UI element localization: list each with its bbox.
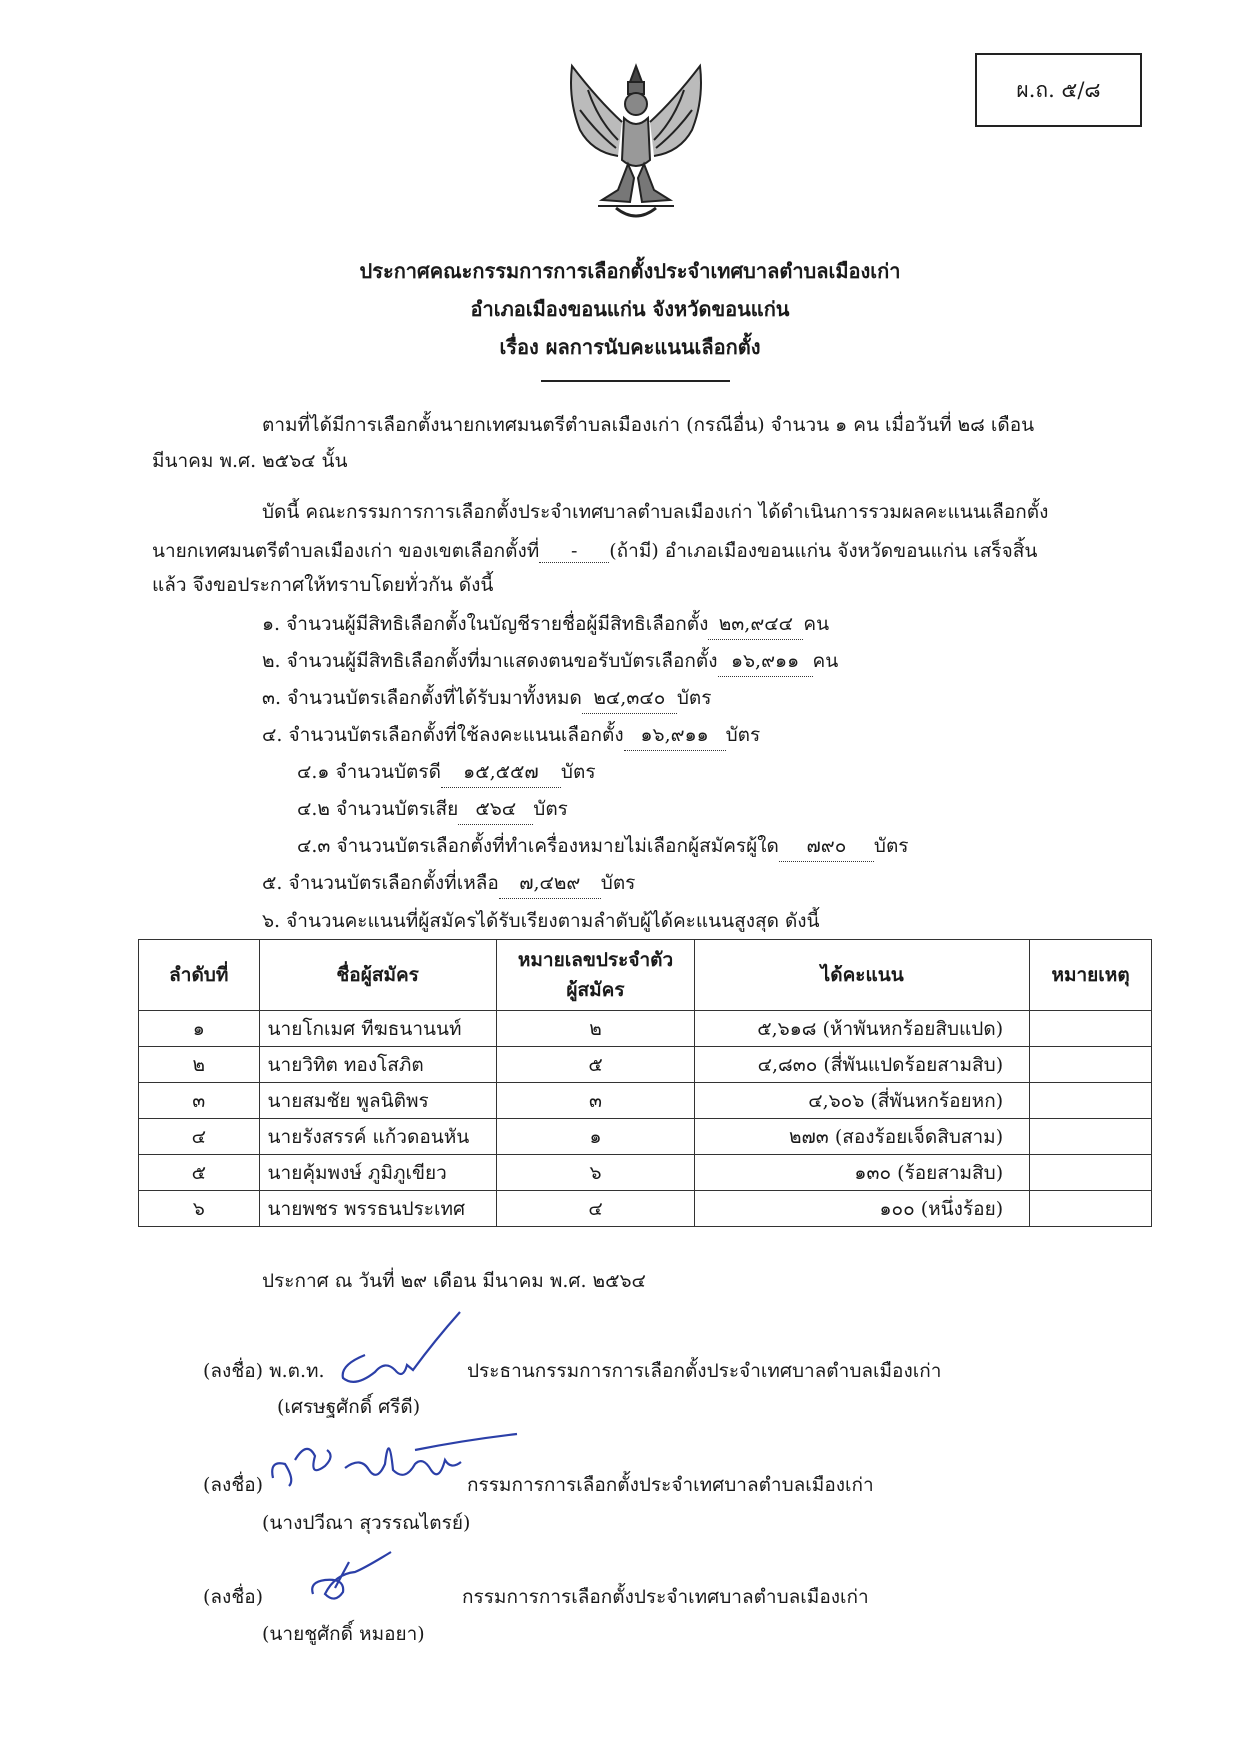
district-fill: -: [539, 540, 609, 563]
cell-rank: ๓: [139, 1083, 260, 1119]
stat-value: ๑๖,๙๑๑: [718, 646, 813, 677]
stat-label: ๔.๒ จำนวนบัตรเสีย: [297, 798, 459, 820]
announce-date: ประกาศ ณ วันที่ ๒๙ เดือน มีนาคม พ.ศ. ๒๕๖๔: [262, 1270, 646, 1292]
cell-name: นายวิทิต ทองโสภิต: [259, 1047, 496, 1083]
signature-2-prefix: (ลงชื่อ): [203, 1474, 264, 1496]
stat-unit: บัตร: [873, 835, 909, 857]
header-number: [496, 940, 695, 1011]
stat-value: ๑๖,๙๑๑: [624, 720, 726, 751]
form-code-box: [975, 53, 1142, 127]
stat-ballots-received: [262, 683, 711, 714]
stat-value: ๗๙๐: [779, 831, 874, 862]
stat-unit: บัตร: [676, 687, 712, 709]
header-remark: หมายเหตุ: [1030, 940, 1152, 1011]
cell-name: นายรังสรรค์ แก้วดอนหัน: [259, 1119, 496, 1155]
signature-3-name: (นายชูศักดิ์ หมอยา): [262, 1623, 425, 1645]
cell-name: นายคุ้มพงษ์ ภูมิภูเขียว: [259, 1155, 496, 1191]
intro-p1-line2: มีนาคม พ.ศ. ๒๕๖๔ นั้น: [152, 450, 348, 472]
stat-label: ๓. จำนวนบัตรเลือกตั้งที่ได้รับมาทั้งหมด: [262, 687, 582, 709]
cell-rank: ๑: [139, 1011, 260, 1047]
cell-remark: [1030, 1191, 1152, 1227]
stat-voters-turnout: [262, 646, 838, 677]
header-rank: ลำดับที่: [139, 940, 260, 1011]
signature-1-name: (เศรษฐศักดิ์ ศรีดี): [277, 1396, 421, 1418]
table-row: [139, 1047, 1152, 1083]
cell-number: ๒: [496, 1011, 695, 1047]
stat-label: ๔.๓ จำนวนบัตรเลือกตั้งที่ทำเครื่องหมายไม่เลือกผู้สมัครผู้ใด: [297, 835, 779, 857]
cell-score: ๑๓๐ (ร้อยสามสิบ): [695, 1155, 1030, 1191]
cell-number: ๖: [496, 1155, 695, 1191]
cell-score: ๕,๖๑๘ (ห้าพันหกร้อยสิบแปด): [695, 1011, 1030, 1047]
stat-ballots-used: [262, 720, 760, 751]
signature-2-name: (นางปวีณา สุวรรณไตรย์): [262, 1512, 471, 1534]
signature-2-position: กรรมการการเลือกตั้งประจำเทศบาลตำบลเมืองเก่า: [467, 1474, 874, 1496]
cell-number: ๑: [496, 1119, 695, 1155]
intro-p2-line3: แล้ว จึงขอประกาศให้ทราบโดยทั่วกัน ดังนี้: [152, 574, 494, 596]
cell-remark: [1030, 1155, 1152, 1191]
signature-3-mark: [305, 1548, 395, 1608]
cell-score: ๑๐๐ (หนึ่งร้อย): [695, 1191, 1030, 1227]
stat-eligible-voters: [262, 609, 829, 640]
table-row: [139, 1155, 1152, 1191]
stat-value: ๒๓,๙๔๔: [708, 609, 803, 640]
title-line-3: เรื่อง ผลการนับคะแนนเลือกตั้ง: [499, 335, 761, 359]
intro-p2-text-a: นายกเทศมนตรีตำบลเมืองเก่า ของเขตเลือกตั้งที่: [152, 540, 540, 562]
signature-3-position: กรรมการการเลือกตั้งประจำเทศบาลตำบลเมืองเก่า: [462, 1586, 869, 1608]
intro-p2-line2: [152, 536, 1037, 566]
signature-1-mark: [335, 1310, 465, 1390]
cell-score: ๒๗๓ (สองร้อยเจ็ดสิบสาม): [695, 1119, 1030, 1155]
stat-remaining-ballots: [262, 868, 635, 899]
cell-name: นายพชร พรรธนประเทศ: [259, 1191, 496, 1227]
header-name: ชื่อผู้สมัคร: [259, 940, 496, 1011]
cell-name: นายสมชัย พูลนิติพร: [259, 1083, 496, 1119]
intro-p2-line1: บัดนี้ คณะกรรมการการเลือกตั้งประจำเทศบาลตำบลเมืองเก่า ได้ดำเนินการรวมผลคะแนนเลือกตั้ง: [262, 501, 1049, 523]
stat-spoiled-ballots: [297, 794, 568, 825]
signature-3-prefix: (ลงชื่อ): [203, 1586, 264, 1608]
table-row: [139, 1191, 1152, 1227]
stat-label: ๕. จำนวนบัตรเลือกตั้งที่เหลือ: [262, 872, 499, 894]
stat-value: ๗,๔๒๙: [499, 868, 601, 899]
stat-value: ๕๖๔: [458, 794, 533, 825]
table-intro: ๖. จำนวนคะแนนที่ผู้สมัครได้รับเรียงตามลำดับผู้ได้คะแนนสูงสุด ดังนี้: [262, 910, 820, 932]
stat-unit: บัตร: [533, 798, 568, 820]
stat-unit: บัตร: [600, 872, 636, 894]
stat-unit: บัตร: [725, 724, 761, 746]
stat-value: ๑๕,๕๕๗: [441, 757, 561, 788]
header-score: ได้คะแนน: [695, 940, 1030, 1011]
cell-number: ๔: [496, 1191, 695, 1227]
table-row: [139, 1011, 1152, 1047]
cell-remark: [1030, 1047, 1152, 1083]
cell-remark: [1030, 1083, 1152, 1119]
cell-remark: [1030, 1011, 1152, 1047]
cell-score: ๔,๘๓๐ (สี่พันแปดร้อยสามสิบ): [695, 1047, 1030, 1083]
stat-no-vote-ballots: [297, 831, 909, 862]
stat-label: ๔.๑ จำนวนบัตรดี: [297, 761, 441, 783]
stat-label: ๑. จำนวนผู้มีสิทธิเลือกตั้งในบัญชีรายชื่อผู้มีสิทธิเลือกตั้ง: [262, 613, 709, 635]
cell-rank: ๒: [139, 1047, 260, 1083]
title-divider: [541, 380, 730, 382]
title-line-1: ประกาศคณะกรรมการการเลือกตั้งประจำเทศบาลตำบลเมืองเก่า: [359, 259, 901, 283]
title-line-2: อำเภอเมืองขอนแก่น จังหวัดขอนแก่น: [470, 297, 790, 321]
stat-unit: บัตร: [560, 761, 596, 783]
signature-1-prefix: (ลงชื่อ) พ.ต.ท.: [203, 1360, 325, 1382]
cell-name: นายโกเมศ ทีฆธนานนท์: [259, 1011, 496, 1047]
intro-p1-line1: ตามที่ได้มีการเลือกตั้งนายกเทศมนตรีตำบลเมืองเก่า (กรณีอื่น) จำนวน ๑ คน เมื่อวันที่ ๒๘ เดือน: [262, 414, 1035, 436]
stat-good-ballots: [297, 757, 596, 788]
stat-label: ๔. จำนวนบัตรเลือกตั้งที่ใช้ลงคะแนนเลือกตั้ง: [262, 724, 624, 746]
cell-rank: ๖: [139, 1191, 260, 1227]
header-number-line2: ผู้สมัคร: [566, 979, 625, 1001]
stat-unit: คน: [803, 613, 830, 635]
form-code: ผ.ถ. ๕/๘: [1016, 77, 1101, 102]
table-header-row: [139, 940, 1152, 1011]
intro-p2-text-b: (ถ้ามี) อำเภอเมืองขอนแก่น จังหวัดขอนแก่น เสร็จสิ้น: [609, 540, 1038, 562]
cell-remark: [1030, 1119, 1152, 1155]
garuda-emblem-icon: [558, 60, 714, 230]
cell-score: ๔,๖๐๖ (สี่พันหกร้อยหก): [695, 1083, 1030, 1119]
table-row: [139, 1083, 1152, 1119]
stat-label: ๒. จำนวนผู้มีสิทธิเลือกตั้งที่มาแสดงตนขอรับบัตรเลือกตั้ง: [262, 650, 718, 672]
cell-rank: ๔: [139, 1119, 260, 1155]
stat-value: ๒๔,๓๔๐: [582, 683, 677, 714]
header-number-line1: หมายเลขประจำตัว: [517, 949, 674, 971]
stat-unit: คน: [812, 650, 839, 672]
cell-number: ๓: [496, 1083, 695, 1119]
results-table: [138, 939, 1152, 1227]
cell-rank: ๕: [139, 1155, 260, 1191]
cell-number: ๕: [496, 1047, 695, 1083]
table-row: [139, 1119, 1152, 1155]
signature-1-position: ประธานกรรมการการเลือกตั้งประจำเทศบาลตำบลเมืองเก่า: [467, 1360, 942, 1382]
